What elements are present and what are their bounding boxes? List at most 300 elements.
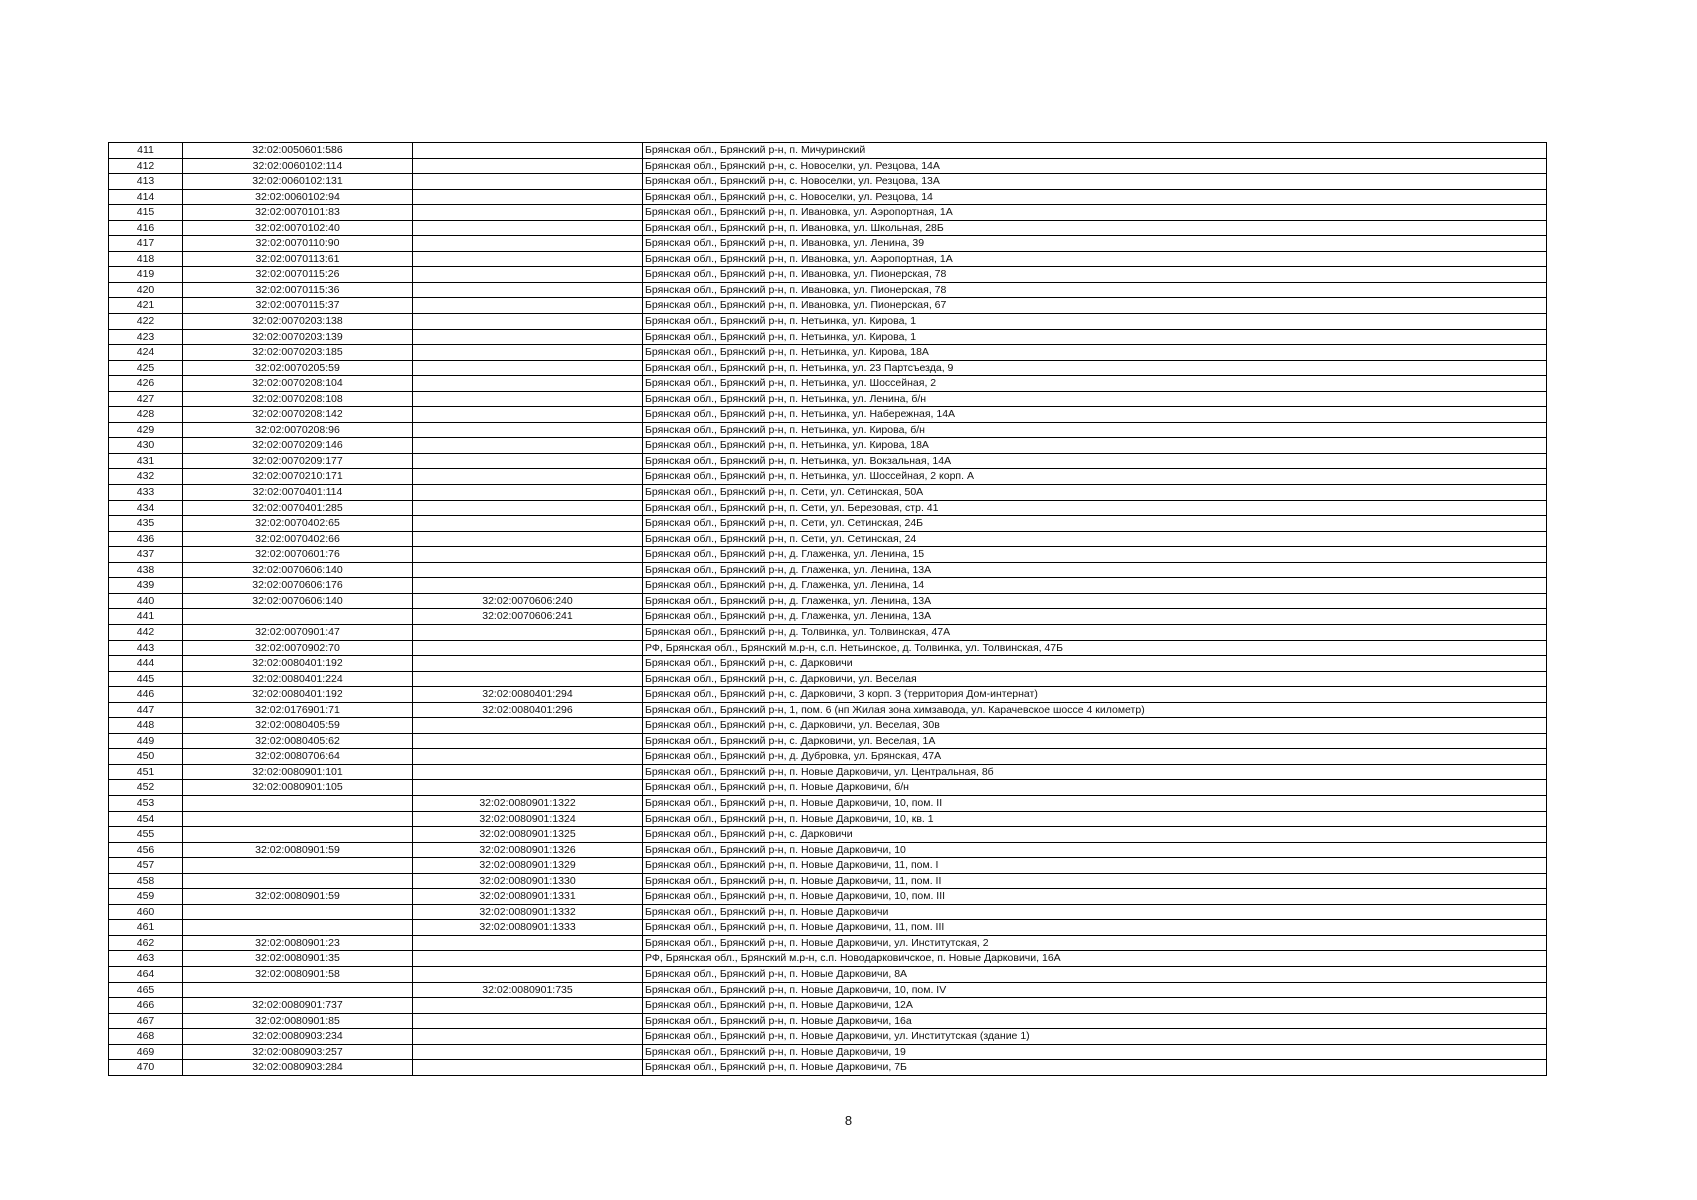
cadastral-number-cell: 32:02:0080901:85 — [183, 1013, 413, 1029]
table-row — [109, 780, 1547, 796]
related-cadastral-number-cell — [413, 220, 643, 236]
related-cadastral-number-cell — [413, 189, 643, 205]
table-row — [109, 640, 1547, 656]
row-number-cell: 414 — [109, 189, 183, 205]
cadastral-number-cell: 32:02:0070606:140 — [183, 562, 413, 578]
table-row — [109, 656, 1547, 672]
address-cell: Брянская обл., Брянский р-н, п. Сети, ул. Сетинская, 24Б — [643, 516, 1547, 532]
table-row — [109, 687, 1547, 703]
table-row — [109, 904, 1547, 920]
cadastral-number-cell: 32:02:0080401:192 — [183, 687, 413, 703]
related-cadastral-number-cell — [413, 516, 643, 532]
related-cadastral-number-cell — [413, 640, 643, 656]
cadastral-number-cell: 32:02:0070203:139 — [183, 329, 413, 345]
cadastral-number-cell — [183, 827, 413, 843]
row-number-cell: 423 — [109, 329, 183, 345]
related-cadastral-number-cell — [413, 376, 643, 392]
table-row — [109, 935, 1547, 951]
address-cell: Брянская обл., Брянский р-н, п. Ивановка, ул. Пионерская, 67 — [643, 298, 1547, 314]
row-number-cell: 455 — [109, 827, 183, 843]
cadastral-number-cell: 32:02:0080903:284 — [183, 1060, 413, 1076]
cadastral-number-cell: 32:02:0070208:108 — [183, 391, 413, 407]
address-cell: Брянская обл., Брянский р-н, п. Новые Дарковичи, 8А — [643, 966, 1547, 982]
cadastral-number-cell: 32:02:0050601:586 — [183, 143, 413, 159]
cadastral-number-cell: 32:02:0070115:36 — [183, 282, 413, 298]
row-number-cell: 454 — [109, 811, 183, 827]
table-row — [109, 593, 1547, 609]
row-number-cell: 466 — [109, 998, 183, 1014]
table-row — [109, 578, 1547, 594]
cadastral-number-cell: 32:02:0080901:58 — [183, 966, 413, 982]
table-row — [109, 220, 1547, 236]
address-cell: Брянская обл., Брянский р-н, д. Толвинка, ул. Толвинская, 47А — [643, 624, 1547, 640]
related-cadastral-number-cell: 32:02:0080901:1330 — [413, 873, 643, 889]
table-row — [109, 174, 1547, 190]
row-number-cell: 422 — [109, 314, 183, 330]
cadastral-number-cell: 32:02:0080901:737 — [183, 998, 413, 1014]
address-cell: Брянская обл., Брянский р-н, с. Дарковичи — [643, 656, 1547, 672]
row-number-cell: 424 — [109, 345, 183, 361]
row-number-cell: 426 — [109, 376, 183, 392]
address-cell: Брянская обл., Брянский р-н, д. Глаженка, ул. Ленина, 15 — [643, 547, 1547, 563]
cadastral-number-cell: 32:02:0070209:177 — [183, 453, 413, 469]
cadastral-number-cell: 32:02:0070101:83 — [183, 205, 413, 221]
related-cadastral-number-cell: 32:02:0080901:1324 — [413, 811, 643, 827]
address-cell: Брянская обл., Брянский р-н, п. Нетьинка, ул. Кирова, б/н — [643, 422, 1547, 438]
address-cell: Брянская обл., Брянский р-н, п. Новые Дарковичи, 11, пом. III — [643, 920, 1547, 936]
address-cell: Брянская обл., Брянский р-н, п. Новые Дарковичи, 11, пом. II — [643, 873, 1547, 889]
row-number-cell: 412 — [109, 158, 183, 174]
row-number-cell: 452 — [109, 780, 183, 796]
address-cell: Брянская обл., Брянский р-н, п. Ивановка, ул. Пионерская, 78 — [643, 282, 1547, 298]
cadastral-number-cell: 32:02:0080405:62 — [183, 733, 413, 749]
table-row — [109, 858, 1547, 874]
cadastral-number-cell: 32:02:0070115:26 — [183, 267, 413, 283]
cadastral-number-cell: 32:02:0070203:138 — [183, 314, 413, 330]
table-row — [109, 1060, 1547, 1076]
row-number-cell: 459 — [109, 889, 183, 905]
cadastral-number-cell: 32:02:0070606:140 — [183, 593, 413, 609]
related-cadastral-number-cell: 32:02:0080901:1332 — [413, 904, 643, 920]
cadastral-number-cell: 32:02:0070102:40 — [183, 220, 413, 236]
address-cell: Брянская обл., Брянский р-н, с. Дарковичи — [643, 827, 1547, 843]
row-number-cell: 417 — [109, 236, 183, 252]
related-cadastral-number-cell: 32:02:0080401:294 — [413, 687, 643, 703]
cadastral-number-cell: 32:02:0070208:104 — [183, 376, 413, 392]
address-cell: Брянская обл., Брянский р-н, п. Ивановка, ул. Ленина, 39 — [643, 236, 1547, 252]
address-cell: Брянская обл., Брянский р-н, п. Новые Дарковичи, 10, пом. II — [643, 795, 1547, 811]
table-row — [109, 982, 1547, 998]
address-cell: Брянская обл., Брянский р-н, д. Глаженка, ул. Ленина, 14 — [643, 578, 1547, 594]
related-cadastral-number-cell — [413, 1044, 643, 1060]
address-cell: Брянская обл., Брянский р-н, п. Новые Дарковичи, 11, пом. I — [643, 858, 1547, 874]
related-cadastral-number-cell — [413, 143, 643, 159]
related-cadastral-number-cell — [413, 764, 643, 780]
cadastral-number-cell: 32:02:0080901:59 — [183, 889, 413, 905]
address-cell: Брянская обл., Брянский р-н, п. Мичуринский — [643, 143, 1547, 159]
row-number-cell: 462 — [109, 935, 183, 951]
cadastral-number-cell: 32:02:0070606:176 — [183, 578, 413, 594]
row-number-cell: 438 — [109, 562, 183, 578]
address-cell: Брянская обл., Брянский р-н, п. Ивановка, ул. Школьная, 28Б — [643, 220, 1547, 236]
row-number-cell: 449 — [109, 733, 183, 749]
related-cadastral-number-cell: 32:02:0080901:1333 — [413, 920, 643, 936]
row-number-cell: 433 — [109, 485, 183, 501]
table-row — [109, 189, 1547, 205]
table-row — [109, 500, 1547, 516]
related-cadastral-number-cell — [413, 174, 643, 190]
table-row — [109, 531, 1547, 547]
related-cadastral-number-cell — [413, 345, 643, 361]
row-number-cell: 413 — [109, 174, 183, 190]
cadastral-number-cell: 32:02:0080901:23 — [183, 935, 413, 951]
row-number-cell: 441 — [109, 609, 183, 625]
row-number-cell: 436 — [109, 531, 183, 547]
cadastral-number-cell: 32:02:0080903:257 — [183, 1044, 413, 1060]
address-cell: Брянская обл., Брянский р-н, п. Новые Дарковичи, 16а — [643, 1013, 1547, 1029]
cadastral-number-cell — [183, 858, 413, 874]
cadastral-number-cell: 32:02:0070208:96 — [183, 422, 413, 438]
row-number-cell: 418 — [109, 251, 183, 267]
cadastral-number-cell: 32:02:0070210:171 — [183, 469, 413, 485]
row-number-cell: 453 — [109, 795, 183, 811]
row-number-cell: 442 — [109, 624, 183, 640]
related-cadastral-number-cell — [413, 562, 643, 578]
row-number-cell: 430 — [109, 438, 183, 454]
cadastral-number-cell — [183, 904, 413, 920]
related-cadastral-number-cell — [413, 298, 643, 314]
related-cadastral-number-cell — [413, 749, 643, 765]
table-row — [109, 609, 1547, 625]
related-cadastral-number-cell: 32:02:0080901:1322 — [413, 795, 643, 811]
table-row — [109, 205, 1547, 221]
cadastral-number-cell: 32:02:0080401:224 — [183, 671, 413, 687]
cadastral-number-cell: 32:02:0080901:35 — [183, 951, 413, 967]
cadastral-number-cell: 32:02:0070402:65 — [183, 516, 413, 532]
address-cell: Брянская обл., Брянский р-н, 1, пом. 6 (нп Жилая зона химзавода, ул. Карачевское шоссе 4 километр) — [643, 702, 1547, 718]
table-row — [109, 329, 1547, 345]
related-cadastral-number-cell — [413, 1029, 643, 1045]
address-cell: Брянская обл., Брянский р-н, п. Новые Дарковичи, 10 — [643, 842, 1547, 858]
table-row — [109, 827, 1547, 843]
cadastral-number-cell: 32:02:0080901:59 — [183, 842, 413, 858]
table-row — [109, 158, 1547, 174]
row-number-cell: 448 — [109, 718, 183, 734]
row-number-cell: 446 — [109, 687, 183, 703]
cadastral-number-cell: 32:02:0070208:142 — [183, 407, 413, 423]
table-row — [109, 453, 1547, 469]
related-cadastral-number-cell: 32:02:0080901:1326 — [413, 842, 643, 858]
cadastral-number-cell: 32:02:0176901:71 — [183, 702, 413, 718]
related-cadastral-number-cell: 32:02:0080901:1331 — [413, 889, 643, 905]
page-number: 8 — [844, 1113, 853, 1128]
address-cell: РФ, Брянская обл., Брянский м.р-н, с.п. Нетьинское, д. Толвинка, ул. Толвинская, 47Б — [643, 640, 1547, 656]
related-cadastral-number-cell — [413, 158, 643, 174]
table-row — [109, 143, 1547, 159]
related-cadastral-number-cell — [413, 547, 643, 563]
address-cell: Брянская обл., Брянский р-н, п. Новые Дарковичи, 10, пом. IV — [643, 982, 1547, 998]
table-row — [109, 749, 1547, 765]
address-cell: Брянская обл., Брянский р-н, п. Новые Дарковичи, 10, пом. III — [643, 889, 1547, 905]
row-number-cell: 420 — [109, 282, 183, 298]
table-row — [109, 1013, 1547, 1029]
row-number-cell: 461 — [109, 920, 183, 936]
table-row — [109, 345, 1547, 361]
cadastral-number-cell: 32:02:0060102:114 — [183, 158, 413, 174]
related-cadastral-number-cell: 32:02:0080901:1329 — [413, 858, 643, 874]
table-row — [109, 889, 1547, 905]
table-row — [109, 407, 1547, 423]
address-cell: Брянская обл., Брянский р-н, п. Ивановка, ул. Аэропортная, 1А — [643, 251, 1547, 267]
address-cell: Брянская обл., Брянский р-н, д. Глаженка, ул. Ленина, 13А — [643, 609, 1547, 625]
table-row — [109, 951, 1547, 967]
related-cadastral-number-cell — [413, 485, 643, 501]
address-cell: Брянская обл., Брянский р-н, п. Новые Дарковичи, б/н — [643, 780, 1547, 796]
table-row — [109, 298, 1547, 314]
row-number-cell: 468 — [109, 1029, 183, 1045]
table-row — [109, 236, 1547, 252]
related-cadastral-number-cell: 32:02:0080901:1325 — [413, 827, 643, 843]
address-cell: Брянская обл., Брянский р-н, с. Дарковичи, ул. Веселая, 30в — [643, 718, 1547, 734]
cadastral-number-cell: 32:02:0080401:192 — [183, 656, 413, 672]
related-cadastral-number-cell — [413, 407, 643, 423]
address-cell: Брянская обл., Брянский р-н, п. Нетьинка, ул. Кирова, 1 — [643, 329, 1547, 345]
row-number-cell: 444 — [109, 656, 183, 672]
cadastral-number-cell: 32:02:0070401:114 — [183, 485, 413, 501]
cadastral-number-cell: 32:02:0070115:37 — [183, 298, 413, 314]
row-number-cell: 434 — [109, 500, 183, 516]
cadastral-number-cell — [183, 811, 413, 827]
related-cadastral-number-cell — [413, 329, 643, 345]
related-cadastral-number-cell: 32:02:0080901:735 — [413, 982, 643, 998]
related-cadastral-number-cell — [413, 314, 643, 330]
related-cadastral-number-cell — [413, 1060, 643, 1076]
related-cadastral-number-cell — [413, 360, 643, 376]
row-number-cell: 411 — [109, 143, 183, 159]
table-row — [109, 314, 1547, 330]
address-cell: Брянская обл., Брянский р-н, п. Новые Дарковичи, 12А — [643, 998, 1547, 1014]
address-cell: Брянская обл., Брянский р-н, п. Нетьинка, ул. Кирова, 18А — [643, 438, 1547, 454]
address-cell: Брянская обл., Брянский р-н, д. Дубровка, ул. Брянская, 47А — [643, 749, 1547, 765]
address-cell: Брянская обл., Брянский р-н, с. Дарковичи, 3 корп. 3 (территория Дом-интернат) — [643, 687, 1547, 703]
row-number-cell: 465 — [109, 982, 183, 998]
related-cadastral-number-cell — [413, 205, 643, 221]
address-cell: Брянская обл., Брянский р-н, с. Новоселки, ул. Резцова, 13А — [643, 174, 1547, 190]
row-number-cell: 415 — [109, 205, 183, 221]
address-cell: Брянская обл., Брянский р-н, п. Нетьинка, ул. Ленина, б/н — [643, 391, 1547, 407]
cadastral-number-cell: 32:02:0070209:146 — [183, 438, 413, 454]
address-cell: Брянская обл., Брянский р-н, п. Нетьинка, ул. Набережная, 14А — [643, 407, 1547, 423]
related-cadastral-number-cell — [413, 500, 643, 516]
address-cell: Брянская обл., Брянский р-н, с. Дарковичи, ул. Веселая, 1А — [643, 733, 1547, 749]
row-number-cell: 445 — [109, 671, 183, 687]
table-row — [109, 469, 1547, 485]
address-cell: Брянская обл., Брянский р-н, п. Новые Дарковичи, ул. Институтская (здание 1) — [643, 1029, 1547, 1045]
table-row — [109, 516, 1547, 532]
row-number-cell: 419 — [109, 267, 183, 283]
cadastral-number-cell — [183, 795, 413, 811]
cadastral-number-cell: 32:02:0070113:61 — [183, 251, 413, 267]
address-cell: Брянская обл., Брянский р-н, п. Нетьинка, ул. Шоссейная, 2 — [643, 376, 1547, 392]
row-number-cell: 457 — [109, 858, 183, 874]
table-row — [109, 267, 1547, 283]
table-row — [109, 873, 1547, 889]
table-row — [109, 795, 1547, 811]
table-row — [109, 842, 1547, 858]
row-number-cell: 440 — [109, 593, 183, 609]
related-cadastral-number-cell: 32:02:0070606:240 — [413, 593, 643, 609]
cadastral-number-cell: 32:02:0070901:47 — [183, 624, 413, 640]
table-row — [109, 998, 1547, 1014]
table-row — [109, 811, 1547, 827]
related-cadastral-number-cell: 32:02:0070606:241 — [413, 609, 643, 625]
related-cadastral-number-cell — [413, 251, 643, 267]
cadastral-number-cell: 32:02:0080901:105 — [183, 780, 413, 796]
row-number-cell: 437 — [109, 547, 183, 563]
cadastral-number-cell: 32:02:0070902:70 — [183, 640, 413, 656]
table-row — [109, 547, 1547, 563]
related-cadastral-number-cell — [413, 966, 643, 982]
table-body — [109, 143, 1547, 1076]
table-row — [109, 1044, 1547, 1060]
address-cell: Брянская обл., Брянский р-н, п. Новые Дарковичи, 7Б — [643, 1060, 1547, 1076]
related-cadastral-number-cell — [413, 578, 643, 594]
table-row — [109, 391, 1547, 407]
row-number-cell: 425 — [109, 360, 183, 376]
address-cell: Брянская обл., Брянский р-н, п. Новые Дарковичи, ул. Центральная, 8б — [643, 764, 1547, 780]
row-number-cell: 432 — [109, 469, 183, 485]
row-number-cell: 416 — [109, 220, 183, 236]
address-cell: Брянская обл., Брянский р-н, д. Глаженка, ул. Ленина, 13А — [643, 593, 1547, 609]
address-cell: Брянская обл., Брянский р-н, с. Дарковичи, ул. Веселая — [643, 671, 1547, 687]
row-number-cell: 456 — [109, 842, 183, 858]
cadastral-number-cell: 32:02:0060102:94 — [183, 189, 413, 205]
row-number-cell: 458 — [109, 873, 183, 889]
address-cell: Брянская обл., Брянский р-н, п. Сети, ул. Березовая, стр. 41 — [643, 500, 1547, 516]
address-cell: Брянская обл., Брянский р-н, п. Нетьинка, ул. Шоссейная, 2 корп. А — [643, 469, 1547, 485]
row-number-cell: 421 — [109, 298, 183, 314]
address-cell: Брянская обл., Брянский р-н, д. Глаженка, ул. Ленина, 13А — [643, 562, 1547, 578]
related-cadastral-number-cell: 32:02:0080401:296 — [413, 702, 643, 718]
cadastral-number-cell — [183, 920, 413, 936]
table-row — [109, 438, 1547, 454]
address-cell: Брянская обл., Брянский р-н, п. Сети, ул. Сетинская, 50А — [643, 485, 1547, 501]
related-cadastral-number-cell — [413, 438, 643, 454]
cadastral-number-cell: 32:02:0070205:59 — [183, 360, 413, 376]
row-number-cell: 451 — [109, 764, 183, 780]
address-cell: Брянская обл., Брянский р-н, п. Ивановка, ул. Аэропортная, 1А — [643, 205, 1547, 221]
table-row — [109, 376, 1547, 392]
related-cadastral-number-cell — [413, 422, 643, 438]
related-cadastral-number-cell — [413, 671, 643, 687]
table-row — [109, 1029, 1547, 1045]
related-cadastral-number-cell — [413, 391, 643, 407]
cadastral-number-cell: 32:02:0080903:234 — [183, 1029, 413, 1045]
property-table — [108, 142, 1547, 1076]
cadastral-number-cell: 32:02:0080901:101 — [183, 764, 413, 780]
related-cadastral-number-cell — [413, 282, 643, 298]
table-row — [109, 360, 1547, 376]
address-cell: Брянская обл., Брянский р-н, п. Нетьинка, ул. Вокзальная, 14А — [643, 453, 1547, 469]
row-number-cell: 467 — [109, 1013, 183, 1029]
address-cell: Брянская обл., Брянский р-н, п. Новые Дарковичи, 10, кв. 1 — [643, 811, 1547, 827]
related-cadastral-number-cell — [413, 718, 643, 734]
address-cell: Брянская обл., Брянский р-н, п. Нетьинка, ул. Кирова, 18А — [643, 345, 1547, 361]
table-row — [109, 282, 1547, 298]
row-number-cell: 470 — [109, 1060, 183, 1076]
related-cadastral-number-cell — [413, 267, 643, 283]
table-row — [109, 920, 1547, 936]
row-number-cell: 447 — [109, 702, 183, 718]
related-cadastral-number-cell — [413, 733, 643, 749]
cadastral-number-cell: 32:02:0080706:64 — [183, 749, 413, 765]
row-number-cell: 429 — [109, 422, 183, 438]
table-row — [109, 671, 1547, 687]
row-number-cell: 460 — [109, 904, 183, 920]
address-cell: Брянская обл., Брянский р-н, п. Новые Дарковичи — [643, 904, 1547, 920]
related-cadastral-number-cell — [413, 998, 643, 1014]
row-number-cell: 443 — [109, 640, 183, 656]
table-row — [109, 562, 1547, 578]
related-cadastral-number-cell — [413, 935, 643, 951]
address-cell: Брянская обл., Брянский р-н, п. Ивановка, ул. Пионерская, 78 — [643, 267, 1547, 283]
cadastral-number-cell — [183, 609, 413, 625]
related-cadastral-number-cell — [413, 780, 643, 796]
table-row — [109, 702, 1547, 718]
related-cadastral-number-cell — [413, 951, 643, 967]
address-cell: Брянская обл., Брянский р-н, с. Новоселки, ул. Резцова, 14 — [643, 189, 1547, 205]
table-row — [109, 718, 1547, 734]
address-cell: Брянская обл., Брянский р-н, п. Сети, ул. Сетинская, 24 — [643, 531, 1547, 547]
related-cadastral-number-cell — [413, 469, 643, 485]
cadastral-number-cell: 32:02:0070402:66 — [183, 531, 413, 547]
address-cell: Брянская обл., Брянский р-н, п. Нетьинка, ул. Кирова, 1 — [643, 314, 1547, 330]
table-row — [109, 624, 1547, 640]
table-row — [109, 733, 1547, 749]
address-cell: Брянская обл., Брянский р-н, с. Новоселки, ул. Резцова, 14А — [643, 158, 1547, 174]
row-number-cell: 450 — [109, 749, 183, 765]
row-number-cell: 469 — [109, 1044, 183, 1060]
cadastral-number-cell — [183, 873, 413, 889]
cadastral-number-cell: 32:02:0080405:59 — [183, 718, 413, 734]
table-row — [109, 251, 1547, 267]
table-row — [109, 485, 1547, 501]
related-cadastral-number-cell — [413, 656, 643, 672]
address-cell: Брянская обл., Брянский р-н, п. Новые Дарковичи, ул. Институтская, 2 — [643, 935, 1547, 951]
row-number-cell: 435 — [109, 516, 183, 532]
row-number-cell: 464 — [109, 966, 183, 982]
cadastral-number-cell: 32:02:0070203:185 — [183, 345, 413, 361]
table-row — [109, 422, 1547, 438]
table-row — [109, 966, 1547, 982]
cadastral-number-cell: 32:02:0070401:285 — [183, 500, 413, 516]
cadastral-number-cell — [183, 982, 413, 998]
address-cell: РФ, Брянская обл., Брянский м.р-н, с.п. Новодарковичское, п. Новые Дарковичи, 16А — [643, 951, 1547, 967]
cadastral-number-cell: 32:02:0060102:131 — [183, 174, 413, 190]
related-cadastral-number-cell — [413, 624, 643, 640]
related-cadastral-number-cell — [413, 453, 643, 469]
cadastral-number-cell: 32:02:0070110:90 — [183, 236, 413, 252]
table-row — [109, 764, 1547, 780]
row-number-cell: 428 — [109, 407, 183, 423]
related-cadastral-number-cell — [413, 1013, 643, 1029]
cadastral-number-cell: 32:02:0070601:76 — [183, 547, 413, 563]
related-cadastral-number-cell — [413, 531, 643, 547]
row-number-cell: 439 — [109, 578, 183, 594]
row-number-cell: 463 — [109, 951, 183, 967]
related-cadastral-number-cell — [413, 236, 643, 252]
row-number-cell: 431 — [109, 453, 183, 469]
